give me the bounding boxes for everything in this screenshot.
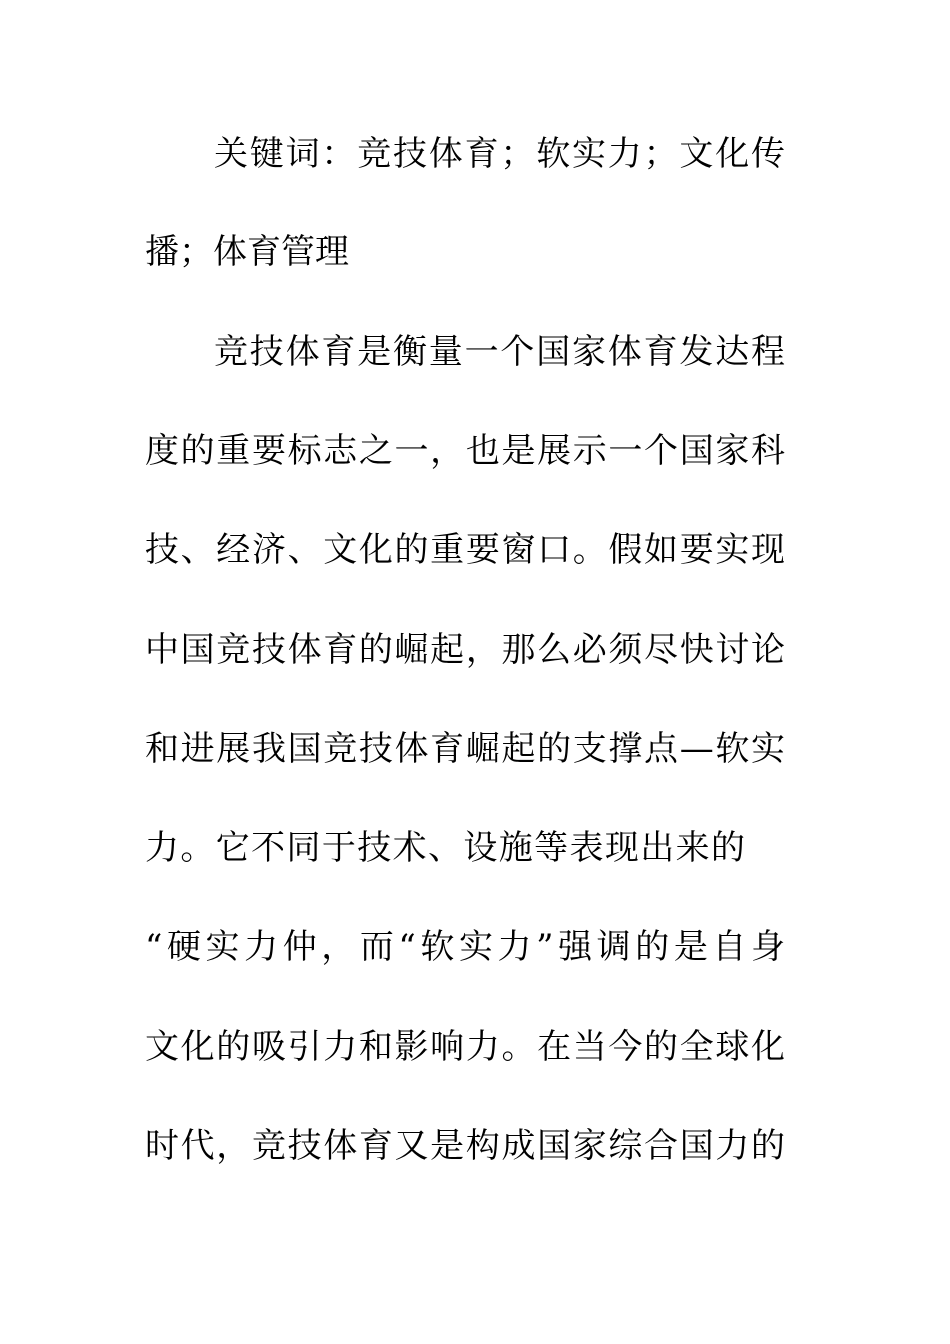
paragraph-line-2: 度的重要标志之一，也是展示一个国家科: [145, 431, 785, 471]
paragraph-line-4: 中国竞技体育的崛起，那么必须尽快讨论: [145, 630, 785, 670]
paragraph-line-5: 和进展我国竞技体育崛起的支撑点—软实: [145, 729, 785, 769]
paragraph-line-3: 技、经济、文化的重要窗口。假如要实现: [145, 530, 785, 570]
paragraph-line-1: 竞技体育是衡量一个国家体育发达程: [214, 332, 785, 372]
paragraph-line-9: 时代，竞技体育又是构成国家综合国力的: [145, 1126, 785, 1166]
paragraph-line-8: 文化的吸引力和影响力。在当今的全球化: [145, 1027, 785, 1067]
keywords-line-1: 关键词：竞技体育；软实力；文化传: [214, 134, 785, 174]
paragraph-line-6: 力。它不同于技术、设施等表现出来的: [145, 828, 745, 868]
keywords-line-2: 播；体育管理: [145, 232, 349, 272]
paragraph-line-7: “硬实力仲，而“软实力”强调的是自身: [145, 927, 785, 967]
